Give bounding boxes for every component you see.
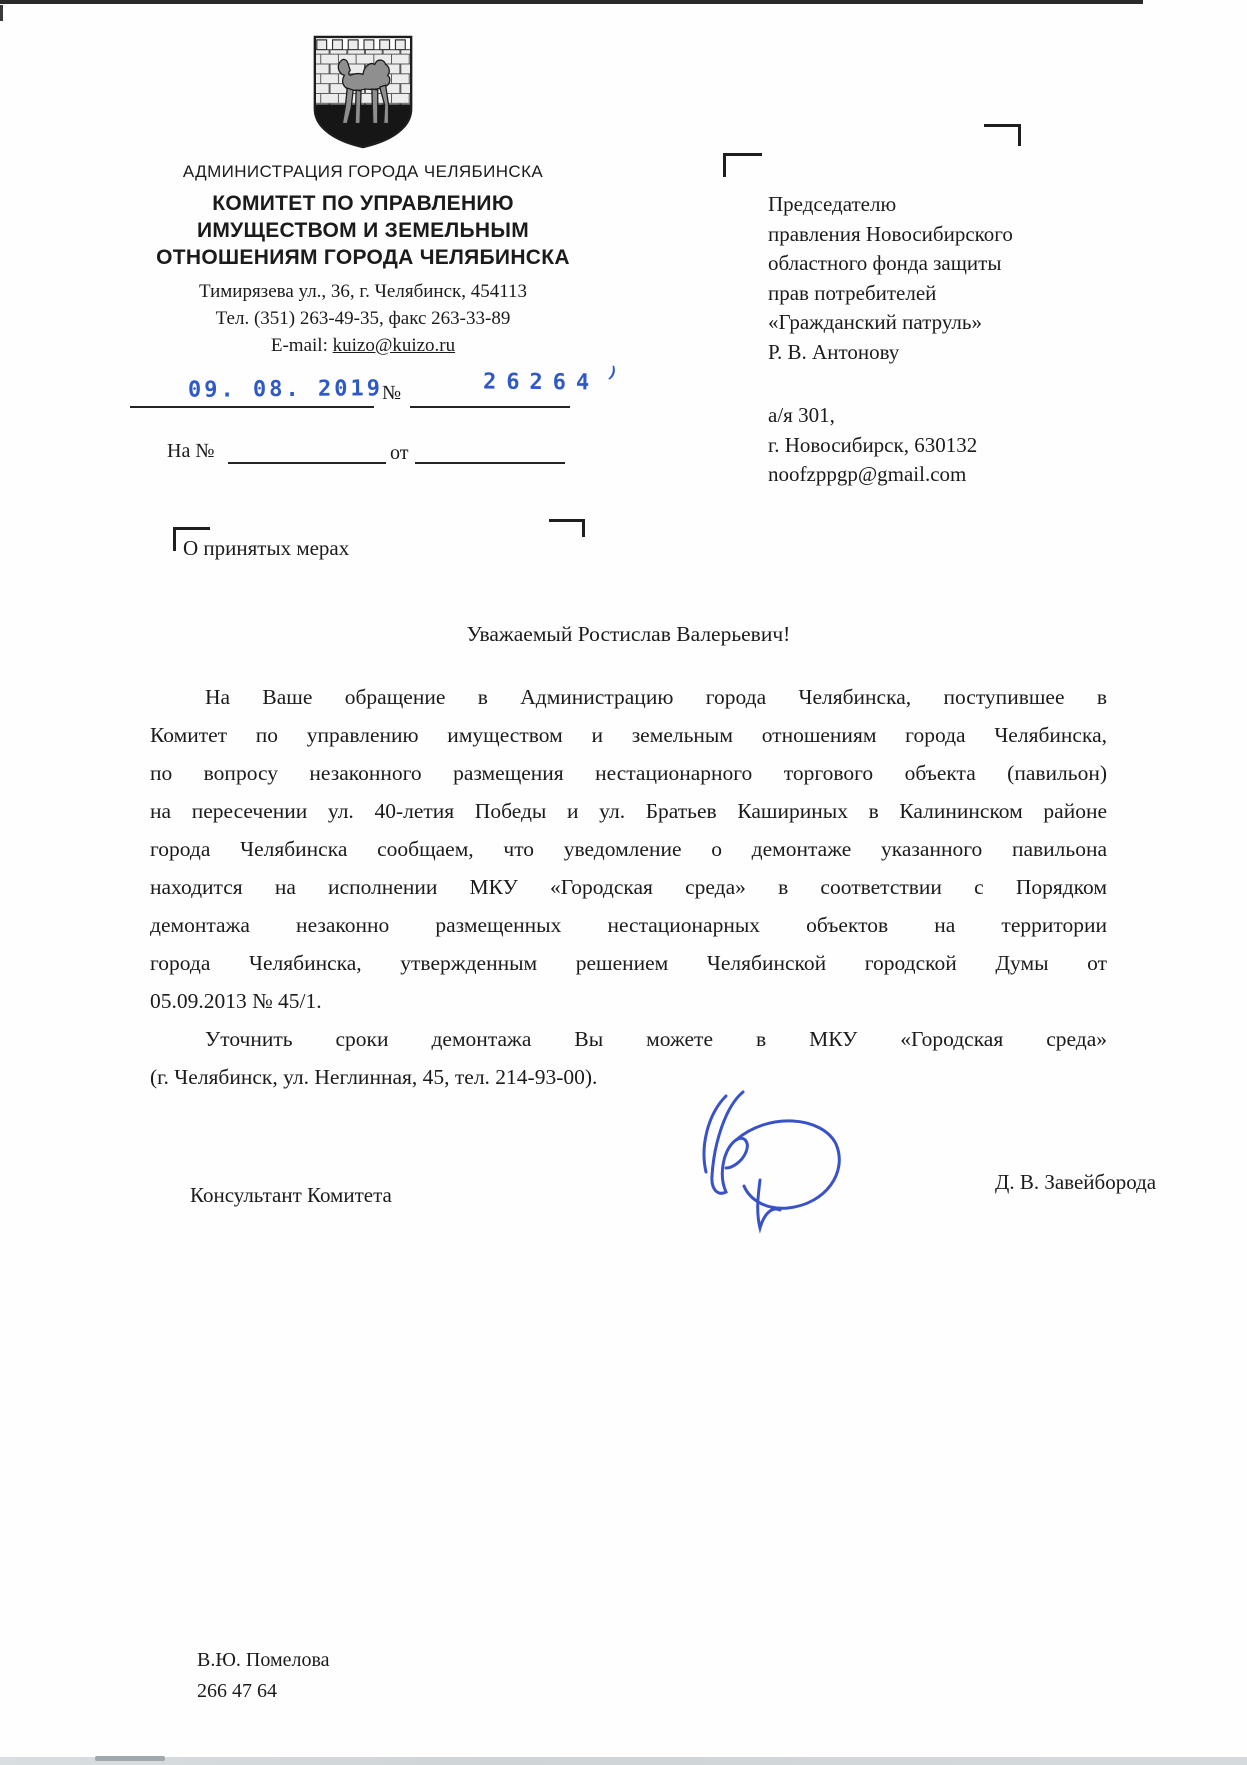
in-reply-number-blank-line [228, 462, 386, 464]
recipient-address [768, 401, 1068, 490]
date-blank-line [130, 406, 374, 408]
scan-artifact-left-tick [0, 5, 3, 21]
scan-artifact-top-edge [0, 0, 1143, 4]
organization-name-line: КОМИТЕТ ПО УПРАВЛЕНИЮ [212, 192, 514, 215]
in-reply-date-blank-line [415, 462, 565, 464]
email-line [120, 332, 606, 359]
body-line: города Челябинска сообщаем, что уведомление о демонтаже указанного павильона [150, 837, 1107, 861]
recipient-block [768, 190, 1068, 490]
chelyabinsk-coat-of-arms-icon [311, 34, 415, 150]
recipient-line: прав потребителей [768, 280, 937, 305]
stamp-ink-mark: ) [605, 361, 621, 384]
letter-body [150, 678, 1107, 1096]
salutation: Уважаемый Ростислав Валерьевич! [466, 622, 791, 646]
body-line: демонтажа незаконно размещенных нестационарных объектов на территории [150, 913, 1107, 937]
body-line: Комитет по управлению имуществом и земельным отношениям города Челябинска, [150, 723, 1107, 747]
recipient-line: Р. В. Антонову [768, 339, 900, 364]
recipient-email: noofzppgp@gmail.com [768, 462, 967, 486]
body-line: города Челябинска, утвержденным решением Челябинской городской Думы от [150, 951, 1107, 975]
handwritten-signature [648, 1082, 883, 1247]
subject-zone-corner-mark [549, 519, 585, 537]
signer-position: Консультант Комитета [190, 1183, 392, 1207]
body-line: 05.09.2013 № 45/1. [150, 989, 322, 1013]
in-reply-to-label: На № [167, 440, 215, 462]
body-line: Уточнить сроки демонтажа Вы можете в МКУ «Городская среда» [205, 1027, 1107, 1051]
phone-fax: Тел. (351) 263-49-35, факс 263-33-89 [215, 308, 511, 329]
in-reply-date-label: от [390, 442, 409, 464]
address-zone-corner-mark [984, 124, 1021, 146]
recipient-line: областного фонда защиты [768, 251, 1002, 275]
recipient-address-line: г. Новосибирск, 630132 [768, 432, 978, 457]
signer-name: Д. В. Завейборода [995, 1170, 1157, 1194]
recipient-line: «Гражданский патруль» [768, 310, 982, 334]
outgoing-number-stamp: 26264 [482, 369, 600, 396]
shield-black-field [312, 105, 414, 150]
organization-name-line: ИМУЩЕСТВОМ И ЗЕМЕЛЬНЫМ [196, 219, 530, 242]
body-line: по вопросу незаконного размещения нестационарного торгового объекта (павильон) [150, 761, 1107, 785]
number-blank-line [410, 406, 570, 408]
parent-organization: АДМИНИСТРАЦИЯ ГОРОДА ЧЕЛЯБИНСКА [182, 162, 544, 181]
scan-artifact-bottom-edge [0, 1757, 1247, 1765]
letterhead [120, 34, 606, 359]
body-line: на пересечении ул. 40-летия Победы и ул. Братьев Кашириных в Калининском районе [150, 799, 1107, 823]
postal-address: Тимирязева ул., 36, г. Челябинск, 454113 [198, 281, 528, 302]
email-label: E-mail: [270, 335, 328, 356]
executor-phone: 266 47 64 [197, 1680, 277, 1702]
executor-name: В.Ю. Помелова [197, 1649, 330, 1671]
body-line: (г. Челябинск, ул. Неглинная, 45, тел. 214-93-00). [150, 1065, 598, 1089]
address-zone-corner-mark [723, 153, 762, 177]
body-line: находится на исполнении МКУ «Городская среда» в соответствии с Порядком [150, 875, 1107, 899]
body-line: На Ваше обращение в Администрацию города Челябинска, поступившее в [205, 685, 1107, 709]
number-label: № [382, 382, 402, 404]
organization-name-line: ОТНОШЕНИЯМ ГОРОДА ЧЕЛЯБИНСКА [156, 246, 570, 269]
recipient-address-line: а/я 301, [768, 403, 835, 427]
recipient-line: правления Новосибирского [768, 221, 1013, 246]
email-link[interactable]: kuizo@kuizo.ru [332, 335, 456, 356]
scan-artifact-bottom-smudge [95, 1756, 165, 1761]
date-stamp: 09. 08. 2019 [187, 376, 384, 403]
subject-line: О принятых мерах [183, 536, 350, 560]
recipient-line: Председателю [768, 192, 897, 216]
executor-block [197, 1645, 330, 1707]
